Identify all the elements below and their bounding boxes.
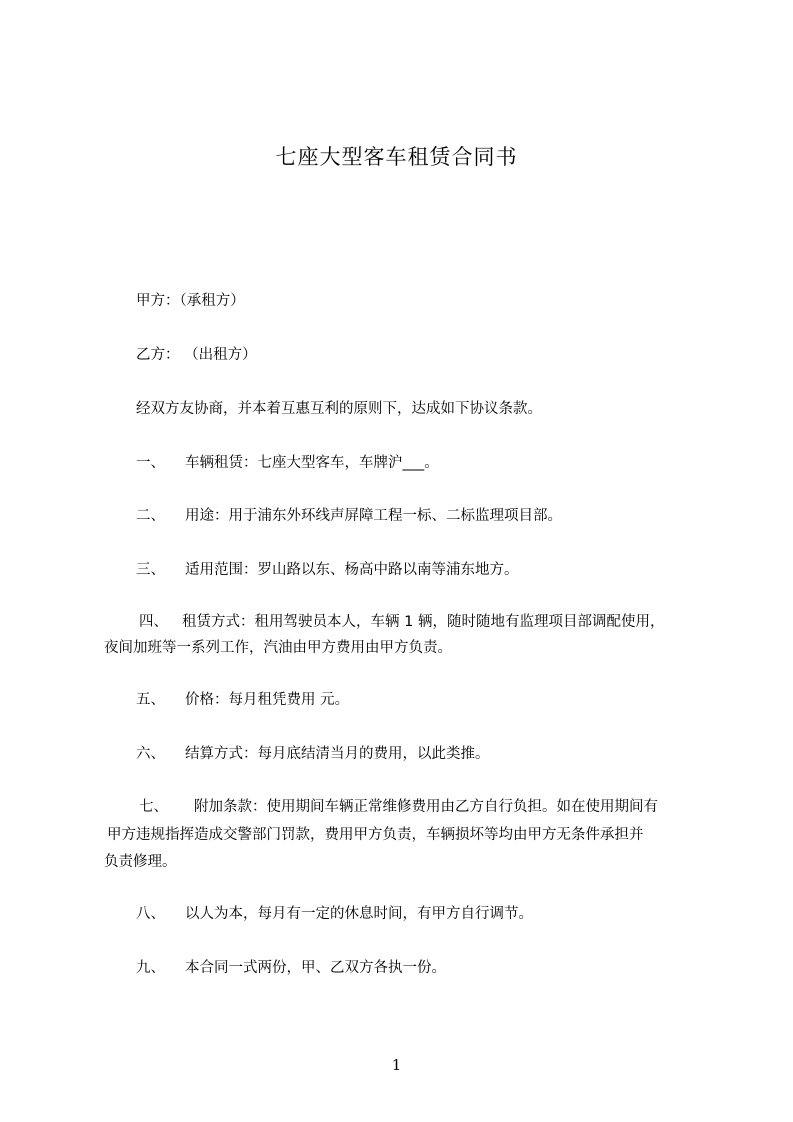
preamble-paragraph: 经双方友协商，并本着互惠互利的原则下，达成如下协议条款。 xyxy=(136,401,542,417)
clause-8 xyxy=(136,904,533,924)
clause-7 xyxy=(139,797,658,817)
clause-number: 九、 xyxy=(136,960,165,976)
clause-text: 车辆租赁：七座大型客车，车牌沪___。 xyxy=(185,455,439,471)
clause-1 xyxy=(136,453,439,473)
clause-number: 三、 xyxy=(136,562,165,578)
clause-7-continuation: 甲方违规指挥造成交警部门罚款，费用甲方负责，车辆损坏等均由甲方无条件承担并 xyxy=(107,827,644,843)
clause-9 xyxy=(136,958,446,978)
clause-7-continuation-2: 负责修理。 xyxy=(104,854,177,870)
clause-text: 价格：每月租凭费用 元。 xyxy=(185,692,350,708)
clause-number: 二、 xyxy=(136,508,165,524)
clause-number: 四、 xyxy=(139,614,168,630)
clause-number: 五、 xyxy=(136,692,165,708)
clause-text: 适用范围：罗山路以东、杨高中路以南等浦东地方。 xyxy=(185,562,519,578)
clause-text: 本合同一式两份，甲、乙双方各执一份。 xyxy=(185,960,446,976)
document-title: 七座大型客车租赁合同书 xyxy=(275,145,518,169)
clause-text: 租赁方式：租用驾驶员本人，车辆 1 辆，随时随地有监理项目部调配使用， xyxy=(182,614,665,630)
clause-5 xyxy=(136,690,349,710)
clause-number: 一、 xyxy=(136,455,165,471)
clause-text: 用途：用于浦东外环线声屏障工程一标、二标监理项目部。 xyxy=(185,508,562,524)
clause-text: 以人为本，每月有一定的休息时间，有甲方自行调节。 xyxy=(185,906,533,922)
clause-2 xyxy=(136,506,562,526)
clause-number: 六、 xyxy=(136,746,165,762)
clause-6 xyxy=(136,744,490,764)
party-b-line: 乙方： （出租方） xyxy=(136,347,257,363)
clause-4-continuation: 夜间加班等一系列工作，汽油由甲方费用由甲方负责。 xyxy=(104,640,452,656)
clause-3 xyxy=(136,560,519,580)
clause-text: 结算方式：每月底结清当月的费用，以此类推。 xyxy=(185,746,490,762)
clause-4 xyxy=(139,612,664,632)
clause-text: 附加条款：使用期间车辆正常维修费用由乙方自行负担。如在使用期间有 xyxy=(194,799,658,815)
clause-number: 八、 xyxy=(136,906,165,922)
party-a-line: 甲方：（承租方） xyxy=(136,293,245,309)
page-number: 1 xyxy=(391,1056,402,1074)
clause-number: 七、 xyxy=(139,799,168,815)
